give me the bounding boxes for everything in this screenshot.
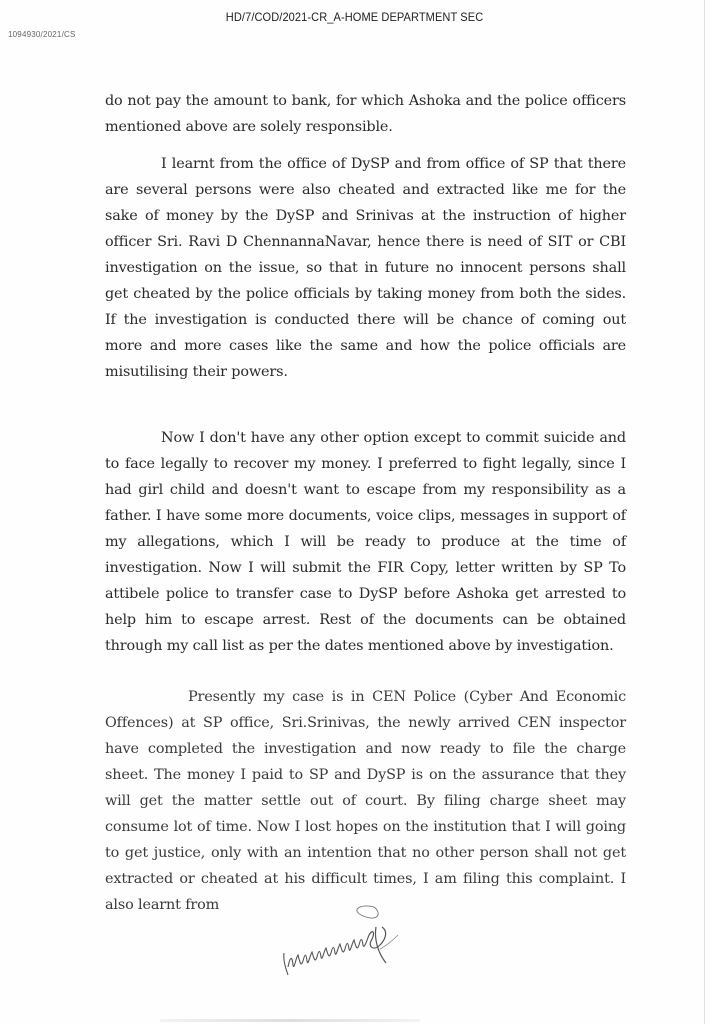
document-reference-header: HD/7/COD/2021-CR_A-HOME DEPARTMENT SEC [225,10,484,24]
file-number: 1094930/2021/CS [8,30,76,39]
paragraph-text: I learnt from the office of DySP and from office of SP that there are several persons were also cheated and extracted like me for the sake of money by the DySP and Srinivas at the instruction of higher officer Sri. Ravi D ChennannaNavar, hence there is need of SIT or CBI investigation on the issue, so that in future no innocent persons shall get cheated by the police officials by taking money from both the sides. If the investigation is conducted there will be chance of coming out more and more cases like the same and how the police officials are misutilising their powers. [105,156,626,380]
page-edge [704,0,705,1024]
scan-shadow [160,1019,420,1022]
paragraph-continuation [105,88,626,140]
paragraph-evidence [105,425,626,659]
signature-icon [270,905,430,980]
paragraph-investigation-request [105,151,626,385]
paragraph-case-status [105,684,626,918]
paragraph-text: do not pay the amount to bank, for which Ashoka and the police officers mentioned above are solely responsible. [105,93,626,135]
paragraph-text: Now I don't have any other option except to commit suicide and to face legally to recover my money. I preferred to fight legally, since I had girl child and doesn't want to escape from my responsibility as a father. I have some more documents, voice clips, messages in support of my allegations, which I will be ready to produce at the time of investigation. Now I will submit the FIR Copy, letter written by SP To attibele police to transfer case to DySP before Ashoka get arrested to help him to escape arrest. Rest of the documents can be obtained through my call list as per the dates mentioned above by investigation. [105,430,626,654]
paragraph-text: Presently my case is in CEN Police (Cyber And Economic Offences) at SP office, Sri.Srinivas, the newly arrived CEN inspector have completed the investigation and now ready to file the charge sheet. The money I paid to SP and DySP is on the assurance that they will get the matter settle out of court. By filing charge sheet may consume lot of time. Now I lost hopes on the institution that I will going to get justice, only with an intention that no other person shall not get extracted or cheated at his difficult times, I am filing this complaint. I also learnt from [105,689,626,913]
